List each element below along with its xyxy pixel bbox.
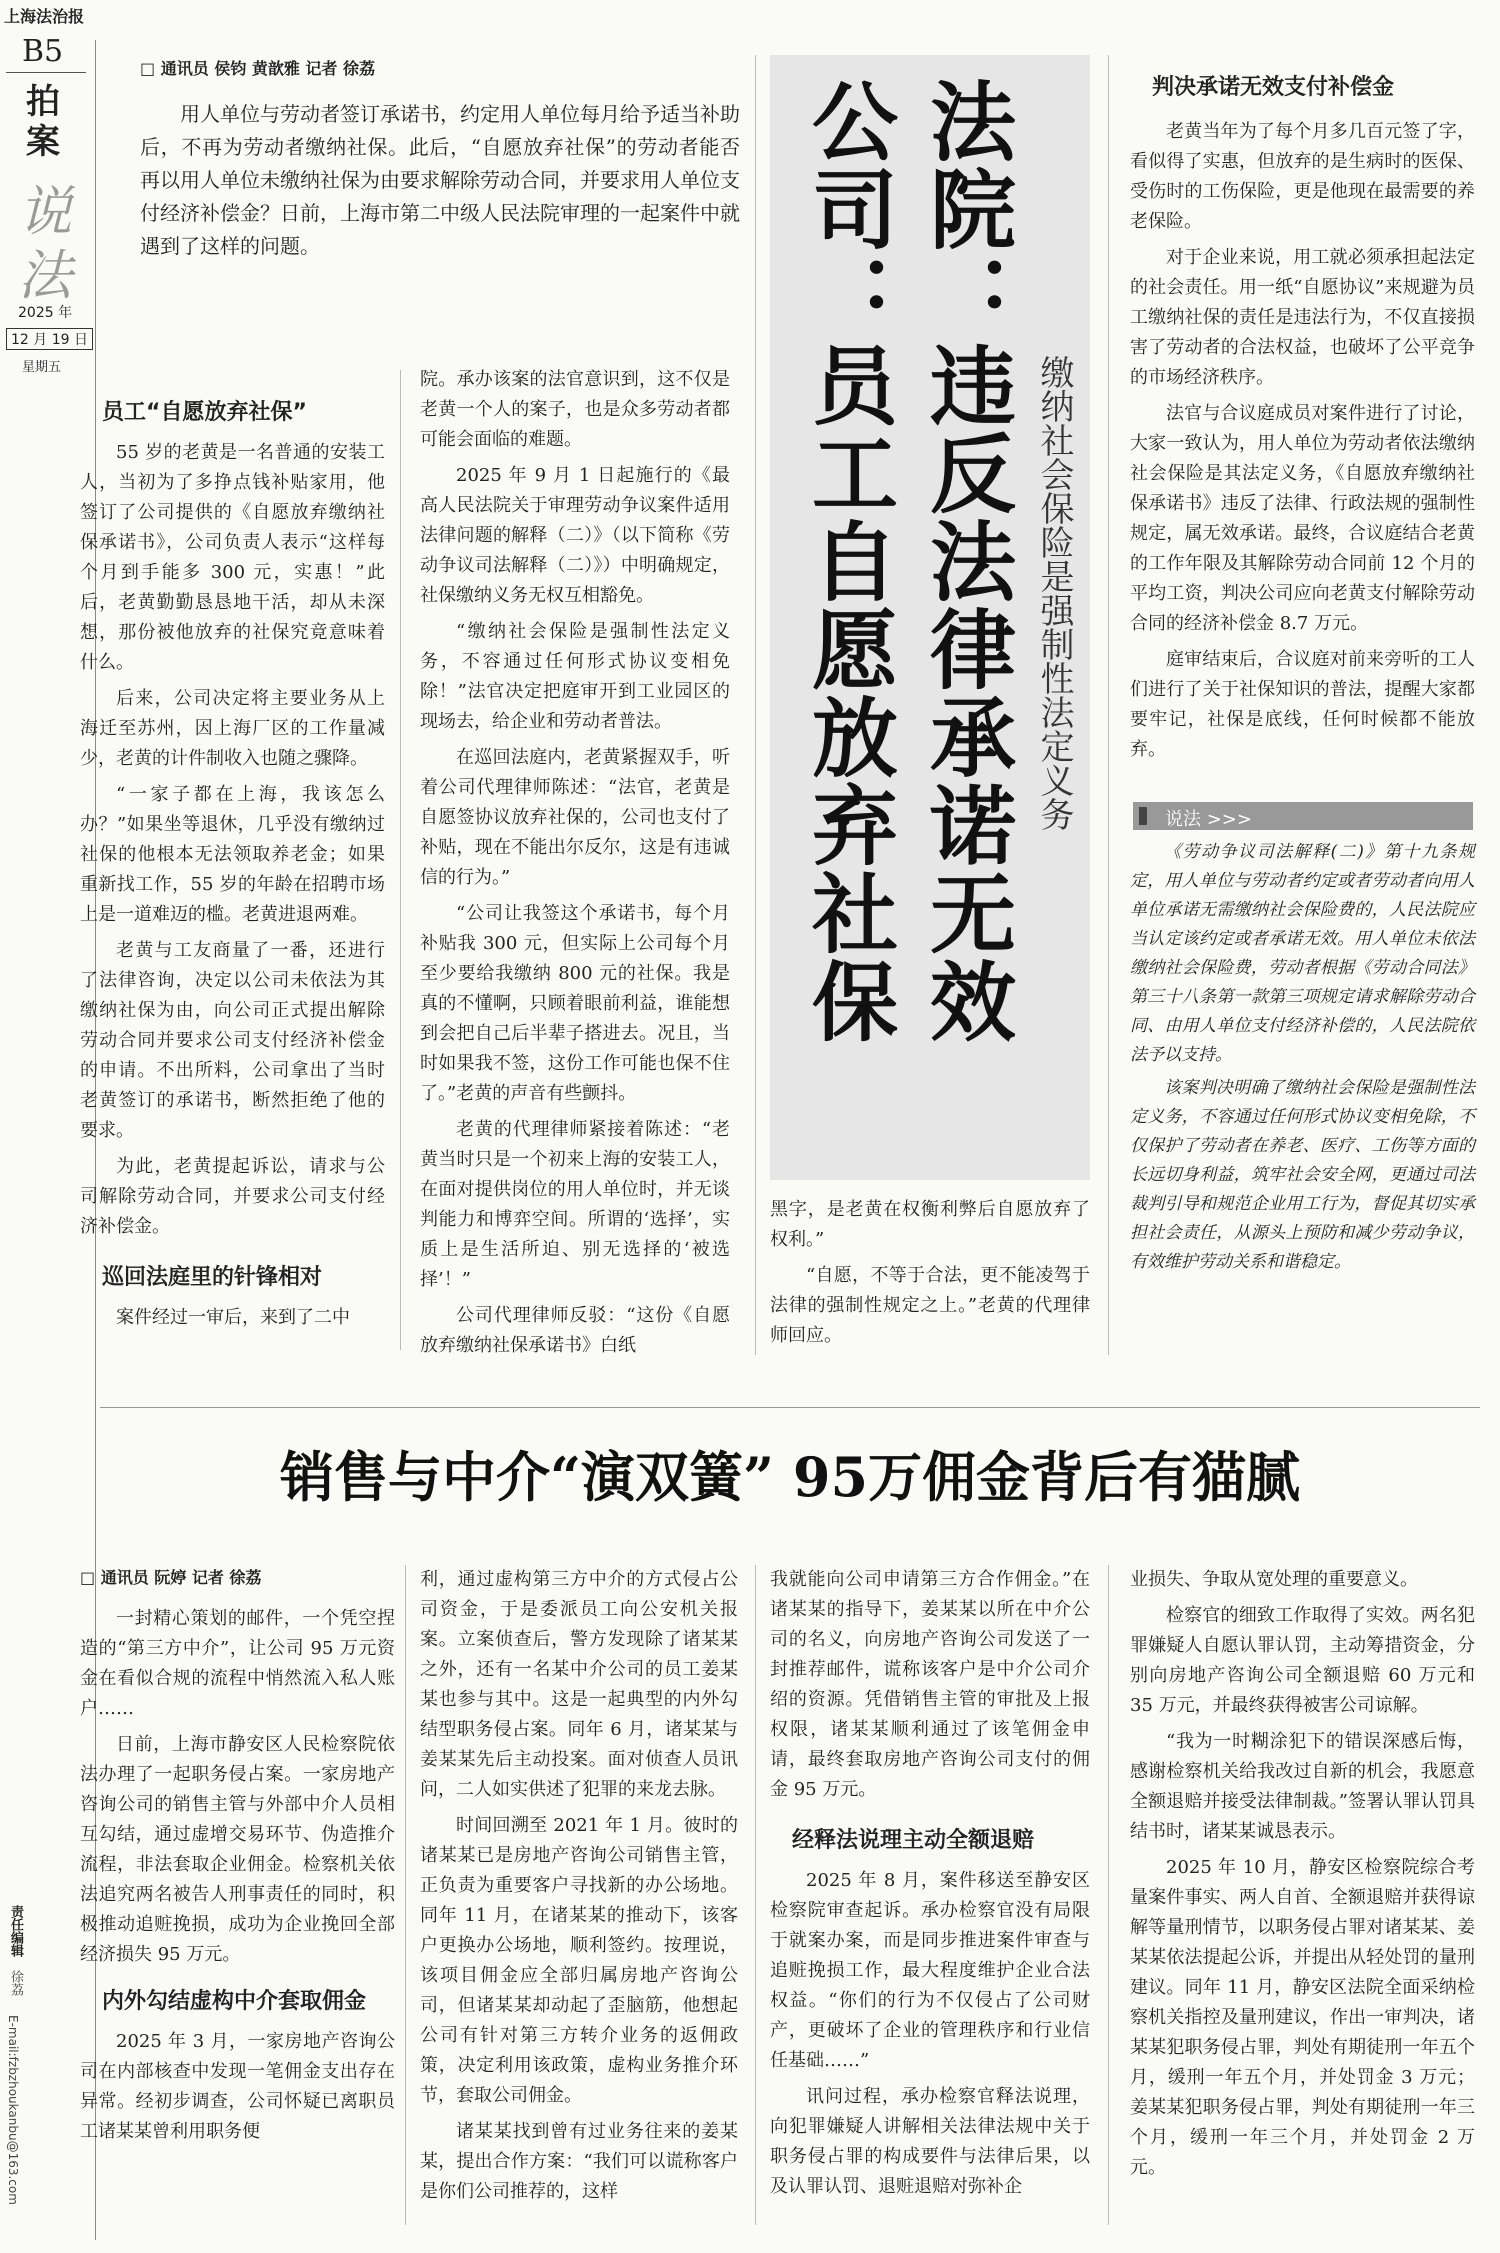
issue-weekday: 星期五 xyxy=(22,360,62,375)
paragraph: 后来，公司决定将主要业务从上海迁至苏州，因上海厂区的工作量减少，老黄的计件制收入也随之骤降。 xyxy=(80,688,385,769)
headline-line1: 法院：违反法律承诺无效 xyxy=(915,77,1016,1045)
article2-byline: □ 通讯员 阮婷 记者 徐荔 xyxy=(80,1568,262,1587)
paragraph: 讯问过程，承办检察官释法说理，向犯罪嫌疑人讲解相关法律法规中关于职务侵占罪的构成要件与法律后果，以及认罪认罚、退赃退赔对弥补企 xyxy=(770,2086,1090,2197)
paragraph: 业损失、争取从宽处理的重要意义。 xyxy=(1130,1569,1418,1590)
headline-line2: 公司：员工自愿放弃社保 xyxy=(797,77,898,1045)
subheadline: 缴纳社会保险是强制性法定义务 xyxy=(1034,355,1074,831)
issue-date: 12 月 19 日 xyxy=(6,328,93,350)
article1-lead xyxy=(140,98,740,263)
paragraph: 利，通过虚构第三方中介的方式侵占公司资金，于是委派员工向公安机关报案。立案侦查后，警方发现除了诸某某之外，还有一名某中介公司的员工姜某某也参与其中。这是一起典型的内外勾结型职务侵占案。同年 6 月，诸某某与姜某某先后主动投案。面对侦查人员讯问，二人如实供述了犯罪的来龙去脉。 xyxy=(420,1569,738,1800)
paragraph: 老黄当年为了每个月多几百元签了字，看似得了实惠，但放弃的是生病时的医保、受伤时的工伤保险，更是他现在最需要的养老保险。 xyxy=(1130,121,1475,232)
article2-column-4 xyxy=(1130,1565,1475,2189)
paragraph: 我就能向公司申请第三方合作佣金。”在诸某某的指导下，姜某某以所在中介公司的名义，向房地产咨询公司发送了一封推荐邮件，谎称该客户是中介公司介绍的资源。凭借销售主管的审批及上报权限，诸某某顺利通过了该笔佣金申请，最终套取房地产咨询公司支付的佣金 95 万元。 xyxy=(770,1569,1090,1800)
paragraph: 诸某某找到曾有过业务往来的姜某某，提出合作方案：“我们可以谎称客户是你们公司推荐的，这样 xyxy=(420,2121,738,2202)
shuofa-label-text: 说法 >>> xyxy=(1165,809,1252,830)
article2-headline: 销售与中介“演双簧” 95万佣金背后有猫腻 xyxy=(279,1445,1301,1509)
paragraph: 该案判决明确了缴纳社会保险是强制性法定义务，不容通过任何形式协议变相免除，不仅保护了劳动者在养老、医疗、工伤等方面的长远切身利益，筑牢社会安全网，更通过司法裁判引导和规范企业用工行为，督促其切实承担社会责任，从源头上预防和减少劳动争议，有效维护劳动关系和谐稳定。 xyxy=(1130,1078,1475,1272)
paragraph: 日前，上海市静安区人民检察院依法办理了一起职务侵占案。一家房地产咨询公司的销售主管与外部中介人员相互勾结，通过虚增交易环节、伪造推介流程，非法套取企业佣金。检察机关依法追究两名被告人刑事责任的同时，积极推动追赃挽损，成功为企业挽回全部经济损失 95 万元。 xyxy=(80,1734,395,1965)
section-heading: 判决承诺无效支付补偿金 xyxy=(1152,75,1395,100)
paragraph: 老黄的代理律师紧接着陈述：“老黄当时只是一个初来上海的安装工人，在面对提供岗位的用人单位时，并无谈判能力和博弈空间。所谓的‘选择’，实质上是生活所迫、别无选择的‘被选择’！” xyxy=(420,1119,730,1290)
editor-label: 责任编辑 xyxy=(8,1905,23,1957)
paragraph: “缴纳社会保险是强制性法定义务，不容通过任何形式协议变相免除！”法官决定把庭审开到工业园区的现场去，给企业和劳动者普法。 xyxy=(420,621,730,732)
shuofa-label xyxy=(1133,802,1473,830)
article1-column-1 xyxy=(80,385,385,1339)
paragraph: 公司代理律师反驳：“这份《自愿放弃缴纳社保承诺书》白纸 xyxy=(420,1305,730,1356)
section-heading: 内外勾结虚构中介套取佣金 xyxy=(102,1989,367,2014)
paragraph: 案件经过一审后，来到了二中 xyxy=(116,1307,350,1328)
article2-column-2 xyxy=(420,1565,738,2213)
section-title-b: 说法 xyxy=(18,180,72,307)
paragraph: 院。承办该案的法官意识到，这不仅是老黄一个人的案子，也是众多劳动者都可能会面临的难题。 xyxy=(420,369,730,450)
paragraph: 检察官的细致工作取得了实效。两名犯罪嫌疑人自愿认罪认罚，主动筹措资金，分别向房地产咨询公司全额退赔 60 万元和 35 万元，并最终获得被害公司谅解。 xyxy=(1130,1605,1475,1716)
editor-email: E-mail:fzbzhoukanbu@163.com xyxy=(6,2015,20,2205)
page-number: B5 xyxy=(22,34,64,69)
paragraph: 在巡回法庭内，老黄紧握双手，听着公司代理律师陈述：“法官，老黄是自愿签协议放弃社保的，公司也支付了补贴，现在不能出尔反尔，这是有违诚信的行为。” xyxy=(420,747,730,888)
paragraph: 时间回溯至 2021 年 1 月。彼时的诸某某已是房地产咨询公司销售主管，正负责为重要客户寻找新的办公场地。同年 11 月，在诸某某的推动下，该客户更换办公场地，顺利签约。按理说，该项目佣金应全部归属房地产咨询公司，但诸某某却动起了歪脑筋，他想起公司有针对第三方转介业务的返佣政策，决定利用该政策，虚构业务推介环节，套取公司佣金。 xyxy=(420,1815,738,2106)
paragraph: 2025 年 9 月 1 日起施行的《最高人民法院关于审理劳动争议案件适用法律问题的解释（二）》（以下简称《劳动争议司法解释（二）》）中明确规定，社保缴纳义务无权互相豁免。 xyxy=(420,465,730,606)
article2-column-3 xyxy=(770,1565,1090,2208)
paragraph: 法官与合议庭成员对案件进行了讨论，大家一致认为，用人单位为劳动者依法缴纳社会保险是其法定义务，《自愿放弃缴纳社保承诺书》违反了法律、行政法规的强制性规定，属无效承诺。最终，合议庭结合老黄的工作年限及其解除劳动合同前 12 个月的平均工资，判决公司应向老黄支付解除劳动合同的经济补偿金 8.7 万元。 xyxy=(1130,403,1475,634)
issue-year: 2025 年 xyxy=(18,305,73,321)
section-heading: 员工“自愿放弃社保” xyxy=(102,400,307,425)
section-heading: 经释法说理主动全额退赔 xyxy=(792,1828,1035,1853)
article1-column-4 xyxy=(1130,60,1475,771)
paragraph: 2025 年 8 月，案件移送至静安区检察院审查起诉。承办检察官没有局限于就案办案，而是同步推进案件审查与追赃挽损工作，最大程度维护企业合法权益。“你们的行为不仅侵占了公司财产，更破坏了企业的管理秩序和行业信任基础……” xyxy=(770,1870,1090,2071)
article1-byline: □ 通讯员 侯钧 黄歆雅 记者 徐荔 xyxy=(140,59,375,78)
paragraph: 2025 年 3 月，一家房地产咨询公司在内部核查中发现一笔佣金支出存在异常。经初步调查，公司怀疑已离职员工诸某某曾利用职务便 xyxy=(80,2031,395,2142)
paragraph: “公司让我签这个承诺书，每个月补贴我 300 元，但实际上公司每个月至少要给我缴纳 800 元的社保。我是真的不懂啊，只顾着眼前利益，谁能想到会把自己后半辈子搭进去。况且，当时如果我不签，这份工作可能也保不住了。”老黄的声音有些颤抖。 xyxy=(420,903,730,1104)
paragraph: 黑字，是老黄在权衡利弊后自愿放弃了权利。” xyxy=(770,1199,1090,1250)
article1-column-3 xyxy=(770,1195,1090,1357)
shuofa-commentary xyxy=(1130,838,1475,1281)
article2-column-1 xyxy=(80,1565,395,2153)
article1-column-2 xyxy=(420,365,730,1367)
article-divider xyxy=(100,1407,1480,1408)
paragraph: 对于企业来说，用工就必须承担起法定的社会责任。用一纸“自愿协议”来规避为员工缴纳社保的责任是违法行为，不仅直接损害了劳动者的合法权益，也破坏了公平竞争的市场经济秩序。 xyxy=(1130,247,1475,388)
paper-name: 上海法治报 xyxy=(4,7,85,26)
paragraph: 庭审结束后，合议庭对前来旁听的工人们进行了关于社保知识的普法，提醒大家都要牢记，社保是底线，任何时候都不能放弃。 xyxy=(1130,649,1475,760)
paragraph: “自愿，不等于合法，更不能凌驾于法律的强制性规定之上。”老黄的代理律师回应。 xyxy=(770,1265,1090,1346)
paragraph: 老黄与工友商量了一番，还进行了法律咨询，决定以公司未依法为其缴纳社保为由，向公司正式提出解除劳动合同并要求公司支付经济补偿金的申请。不出所料，公司拿出了当时老黄签订的承诺书，断然拒绝了他的要求。 xyxy=(80,940,385,1141)
section-title-a: 拍案 xyxy=(26,82,60,162)
lead-paragraph: 用人单位与劳动者签订承诺书，约定用人单位每月给予适当补助后，不再为劳动者缴纳社保。此后，“自愿放弃社保”的劳动者能否再以用人单位未缴纳社保为由要求解除劳动合同，并要求用人单位支付经济补偿金？日前，上海市第二中级人民法院审理的一起案件中就遇到了这样的问题。 xyxy=(140,102,740,258)
paragraph: 为此，老黄提起诉讼，请求与公司解除劳动合同，并要求公司支付经济补偿金。 xyxy=(80,1156,385,1237)
paragraph: 2025 年 10 月，静安区检察院综合考量案件事实、两人自首、全额退赔并获得谅解等量刑情节，以职务侵占罪对诸某某、姜某某依法提起公诉，并提出从轻处罚的量刑建议。同年 11 月，静安区法院全面采纳检察机关指控及量刑建议，作出一审判决，诸某某犯职务侵占罪，判处有期徒刑一年五个月，缓刑一年五个月，并处罚金 3 万元；姜某某犯职务侵占罪，判处有期徒刑一年三个月，缓刑一年三个月，并处罚金 2 万元。 xyxy=(1130,1857,1475,2178)
paragraph: 《劳动争议司法解释(二)》第十九条规定，用人单位与劳动者约定或者劳动者向用人单位承诺无需缴纳社会保险费的，人民法院应当认定该约定或者承诺无效。用人单位未依法缴纳社会保险费，劳动者根据《劳动合同法》第三十八条第一款第三项规定请求解除劳动合同、由用人单位支付经济补偿的，人民法院依法予以支持。 xyxy=(1130,842,1475,1065)
section-heading: 巡回法庭里的针锋相对 xyxy=(102,1265,323,1290)
paragraph: “我为一时糊涂犯下的错误深感后悔，感谢检察机关给我改过自新的机会，我愿意全额退赔并接受法律制裁。”签署认罪认罚具结书时，诸某某诚恳表示。 xyxy=(1130,1731,1475,1842)
headline-box xyxy=(770,55,1090,1180)
paragraph: “一家子都在上海，我该怎么办？”如果坐等退休，几乎没有缴纳过社保的他根本无法领取养老金；如果重新找工作，55 岁的年龄在招聘市场上是一道难迈的槛。老黄进退两难。 xyxy=(80,784,385,925)
paragraph: 55 岁的老黄是一名普通的安装工人，当初为了多挣点钱补贴家用，他签订了公司提供的《自愿放弃缴纳社保承诺书》，公司负责人表示“这样每个月到手能多 300 元，实惠！”此后，老黄勤勤恳恳地干活，却从未深想，那份被他放弃的社保究竟意味着什么。 xyxy=(80,442,385,673)
paragraph: 一封精心策划的邮件，一个凭空捏造的“第三方中介”，让公司 95 万元资金在看似合规的流程中悄然流入私人账户…… xyxy=(80,1608,395,1719)
editor-name: 徐荔 xyxy=(8,1970,23,1996)
